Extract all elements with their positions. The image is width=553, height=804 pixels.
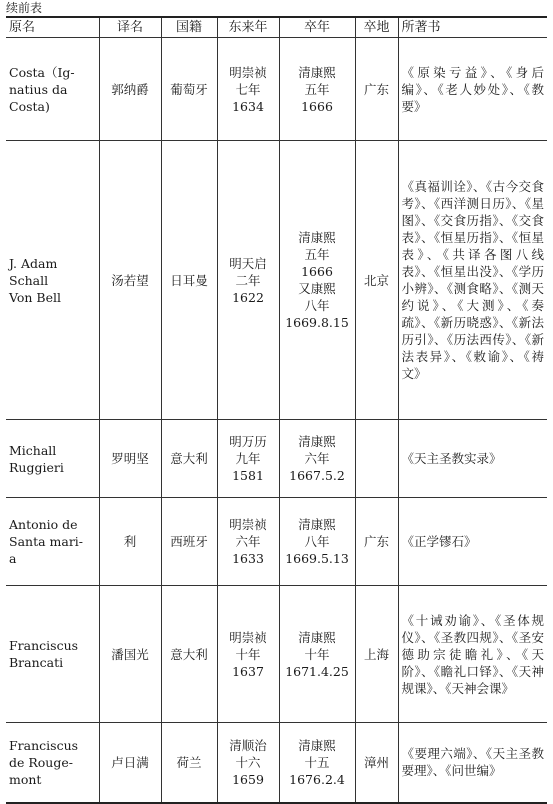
death-line: 清康熙: [298, 230, 336, 245]
name-line: Franciscus: [9, 638, 79, 653]
death-line: 1676.2.4: [289, 771, 345, 787]
death-line: 1671.4.25: [285, 663, 349, 679]
table-caption: 续前表: [6, 1, 43, 15]
death-line: 清康熙: [298, 434, 336, 449]
arrival-line: 十年: [235, 646, 261, 662]
cell-nationality: 日耳曼: [161, 141, 217, 420]
death-line: 1666: [301, 264, 333, 279]
name-line: Costa): [9, 98, 50, 114]
table-row: [6, 420, 547, 498]
cell-works: 《天主圣教实录》: [398, 420, 547, 498]
cell-nationality: 意大利: [161, 586, 217, 723]
death-line: 五年: [304, 81, 330, 97]
cell-original-name: [6, 420, 99, 498]
name-line: Franciscus: [9, 737, 79, 753]
cell-arrival-year: [217, 586, 279, 723]
arrival-line: 明崇祯: [229, 629, 267, 645]
cell-nationality: 葡萄牙: [161, 38, 217, 141]
cell-translated-name: 郭纳爵: [99, 38, 161, 141]
cell-death-place: 上海: [355, 586, 398, 723]
death-line: 十年: [304, 646, 330, 662]
cell-death-year: [279, 38, 355, 141]
death-line: 1666: [301, 98, 333, 114]
cell-arrival-year: [217, 420, 279, 498]
header-nationality: 国籍: [161, 17, 217, 38]
cell-death-place: 广东: [355, 498, 398, 586]
arrival-line: 1581: [232, 468, 264, 483]
table-row: [6, 38, 547, 141]
header-death-year: 卒年: [279, 17, 355, 38]
death-line: 六年: [304, 451, 330, 466]
cell-translated-name: 卢日满: [99, 723, 161, 803]
cell-original-name: [6, 586, 99, 723]
cell-works: 《要理六端》、《天主圣教要理》、《问世编》: [398, 723, 547, 803]
death-line: 五年: [304, 247, 330, 262]
cell-original-name: [6, 141, 99, 420]
cell-translated-name: 利: [99, 498, 161, 586]
name-line: Von Bell: [9, 289, 62, 305]
cell-death-place: 漳州: [355, 723, 398, 803]
death-line: 1667.5.2: [289, 468, 345, 483]
cell-arrival-year: [217, 723, 279, 803]
name-line: Antonio de: [9, 517, 78, 532]
table-row: [6, 141, 547, 420]
cell-translated-name: 潘国光: [99, 586, 161, 723]
table-row: [6, 586, 547, 723]
cell-death-year: [279, 586, 355, 723]
name-line: J. Adam: [9, 255, 58, 271]
death-line: 又康熙: [298, 281, 336, 296]
cell-death-year: [279, 420, 355, 498]
arrival-line: 1634: [232, 98, 264, 114]
name-line: Brancati: [9, 655, 64, 670]
death-line: 清康熙: [298, 64, 336, 80]
cell-works: 《真福训诠》、《古今交食考》、《西洋测日历》、《星图》、《交食历指》、《交食表》、《恒星历指》、《恒星表》、《共译各图八线表》、《恒星出没》、《学历小辨》、《测食略》、《测天约说》、《大测》、《奏疏》、《新历晓惑》、《新法历引》、《历法西传》、《新法表异》、《敕谕》、《祷文》: [398, 141, 547, 420]
header-row: [6, 17, 547, 38]
name-line: Santa mari-: [9, 534, 84, 549]
cell-death-year: [279, 723, 355, 803]
death-line: 清康熙: [298, 629, 336, 645]
cell-translated-name: 汤若望: [99, 141, 161, 420]
name-line: a: [9, 551, 17, 566]
death-line: 十五: [304, 754, 330, 770]
cell-death-year: [279, 141, 355, 420]
name-line: Costa（Ig-: [9, 64, 75, 80]
cell-nationality: 西班牙: [161, 498, 217, 586]
cell-nationality: 意大利: [161, 420, 217, 498]
arrival-line: 明万历: [229, 434, 267, 449]
cell-nationality: 荷兰: [161, 723, 217, 803]
arrival-line: 二年: [235, 272, 261, 288]
cell-works: 《原染亏益》、《身后编》、《老人妙处》、《教要》: [398, 38, 547, 141]
cell-death-place: [355, 420, 398, 498]
cell-original-name: [6, 38, 99, 141]
cell-arrival-year: [217, 498, 279, 586]
arrival-line: 十六: [235, 754, 261, 770]
cell-death-place: 广东: [355, 38, 398, 141]
arrival-line: 六年: [235, 534, 261, 549]
header-original-name: 原名: [6, 17, 99, 38]
arrival-line: 明崇祯: [229, 64, 267, 80]
death-line: 清康熙: [298, 517, 336, 532]
header-works: 所著书: [398, 17, 547, 38]
header-arrival-year: 东来年: [217, 17, 279, 38]
header-death-place: 卒地: [355, 17, 398, 38]
cell-works: 《十诫劝谕》、《圣体规仪》、《圣教四规》、《圣安德助宗徒瞻礼》、《天阶》、《瞻礼口铎》、《天神规课》、《天神会课》: [398, 586, 547, 723]
table-row: [6, 723, 547, 803]
arrival-line: 九年: [235, 451, 261, 466]
cell-original-name: [6, 723, 99, 803]
cell-arrival-year: [217, 141, 279, 420]
arrival-line: 1637: [232, 663, 264, 679]
death-line: 八年: [304, 298, 330, 313]
name-line: natius da: [9, 81, 68, 97]
cell-translated-name: 罗明坚: [99, 420, 161, 498]
name-line: mont: [9, 771, 42, 787]
arrival-line: 明天启: [229, 255, 267, 271]
arrival-line: 七年: [235, 81, 261, 97]
death-line: 1669.8.15: [285, 315, 349, 330]
name-line: Schall: [9, 272, 49, 288]
cell-works: 《正学镠石》: [398, 498, 547, 586]
arrival-line: 明崇祯: [229, 517, 267, 532]
death-line: 八年: [304, 534, 330, 549]
cell-original-name: [6, 498, 99, 586]
arrival-line: 1633: [232, 551, 264, 566]
cell-death-place: 北京: [355, 141, 398, 420]
missionary-table: [6, 16, 547, 804]
name-line: de Rouge-: [9, 754, 73, 770]
name-line: Michall: [9, 442, 57, 458]
cell-arrival-year: [217, 38, 279, 141]
cell-death-year: [279, 498, 355, 586]
name-line: Ruggieri: [9, 459, 64, 475]
header-translated-name: 译名: [99, 17, 161, 38]
arrival-line: 1622: [232, 289, 264, 305]
death-line: 1669.5.13: [285, 551, 349, 566]
arrival-line: 清顺治: [229, 737, 267, 753]
arrival-line: 1659: [232, 771, 264, 787]
table-row: [6, 498, 547, 586]
death-line: 清康熙: [298, 737, 336, 753]
